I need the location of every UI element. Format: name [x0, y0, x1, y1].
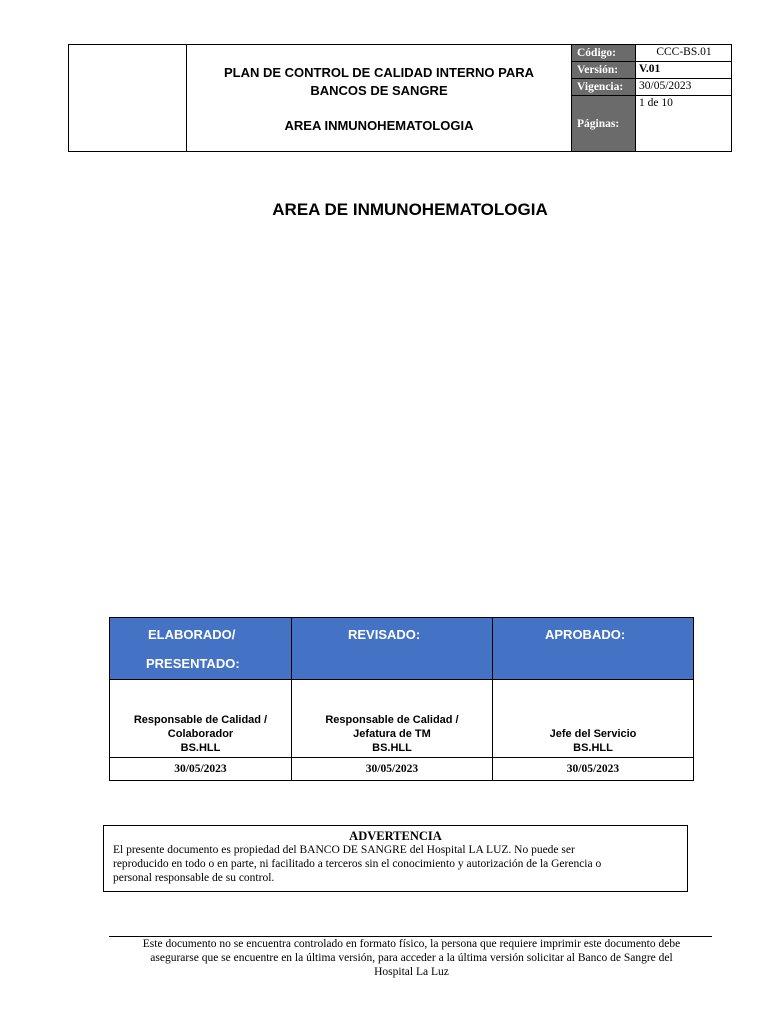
footer-line1: Este documento no se encuentra controlado en formato físico, la persona que requiere imprimir este documento debe [142, 938, 681, 950]
paginas-value: 1 de 10 [639, 97, 673, 109]
revisado-heading-label: REVISADO: [348, 627, 421, 642]
aprobado-heading [492, 618, 693, 679]
elaborado-heading [110, 618, 291, 679]
elaborado-heading-line2: PRESENTADO: [146, 656, 240, 671]
warning-line2: reproducido en todo o en parte, ni facilitado a terceros sin el conocimiento y autorización de la Gerencia o [113, 858, 602, 870]
document-title: AREA DE INMUNOHEMATOLOGIA [272, 200, 548, 219]
warning-text [104, 843, 687, 885]
warning-line1: El presente documento es propiedad del BANCO DE SANGRE del Hospital LA LUZ. No puede ser [113, 844, 575, 856]
header-title-line1: PLAN DE CONTROL DE CALIDAD INTERNO PARA [223, 65, 535, 80]
footer-line2: asegurarse que se encuentre en la última versión, para acceder a la última versión solicitar al Banco de Sangre del [150, 952, 673, 964]
aprobado-role: Jefe del Servicio [549, 728, 637, 740]
approval-table [109, 617, 694, 781]
revisado-date: 30/05/2023 [291, 757, 492, 781]
codigo-label: Código: [572, 45, 636, 62]
header-title [187, 45, 572, 151]
revisado-role-line2: Jefatura de TM [353, 728, 431, 740]
revisado-unit: BS.HLL [372, 742, 412, 754]
codigo-value: CCC-BS.01 [636, 45, 732, 62]
elaborado-unit: BS.HLL [180, 742, 221, 754]
vigencia-value: 30/05/2023 [636, 79, 732, 96]
version-value: V.01 [636, 62, 732, 79]
document-header [68, 44, 732, 152]
warning-box [103, 825, 688, 892]
warning-line3: personal responsable de su control. [113, 872, 275, 884]
aprobado-signatory [492, 679, 693, 757]
elaborado-signatory [110, 679, 291, 757]
header-area: AREA INMUNOHEMATOLOGIA [284, 118, 474, 133]
elaborado-role-line1: Responsable de Calidad / [133, 714, 268, 726]
footer-line3: Hospital La Luz [374, 966, 449, 978]
revisado-role-line1: Responsable de Calidad / [325, 714, 459, 726]
aprobado-heading-label: APROBADO: [545, 627, 626, 642]
footer-notice [105, 937, 718, 979]
warning-title: ADVERTENCIA [349, 829, 442, 843]
paginas-label: Páginas: [572, 96, 636, 151]
logo-cell [69, 45, 187, 151]
elaborado-date: 30/05/2023 [110, 757, 291, 781]
elaborado-role-line2: Colaborador [167, 728, 234, 740]
revisado-signatory [291, 679, 492, 757]
vigencia-label: Vigencia: [572, 79, 636, 96]
aprobado-date: 30/05/2023 [492, 757, 693, 781]
elaborado-heading-line1: ELABORADO/ [148, 627, 236, 642]
version-label: Versión: [572, 62, 636, 79]
revisado-heading [291, 618, 492, 679]
header-title-line2: BANCOS DE SANGRE [310, 83, 448, 98]
aprobado-unit: BS.HLL [573, 742, 613, 754]
